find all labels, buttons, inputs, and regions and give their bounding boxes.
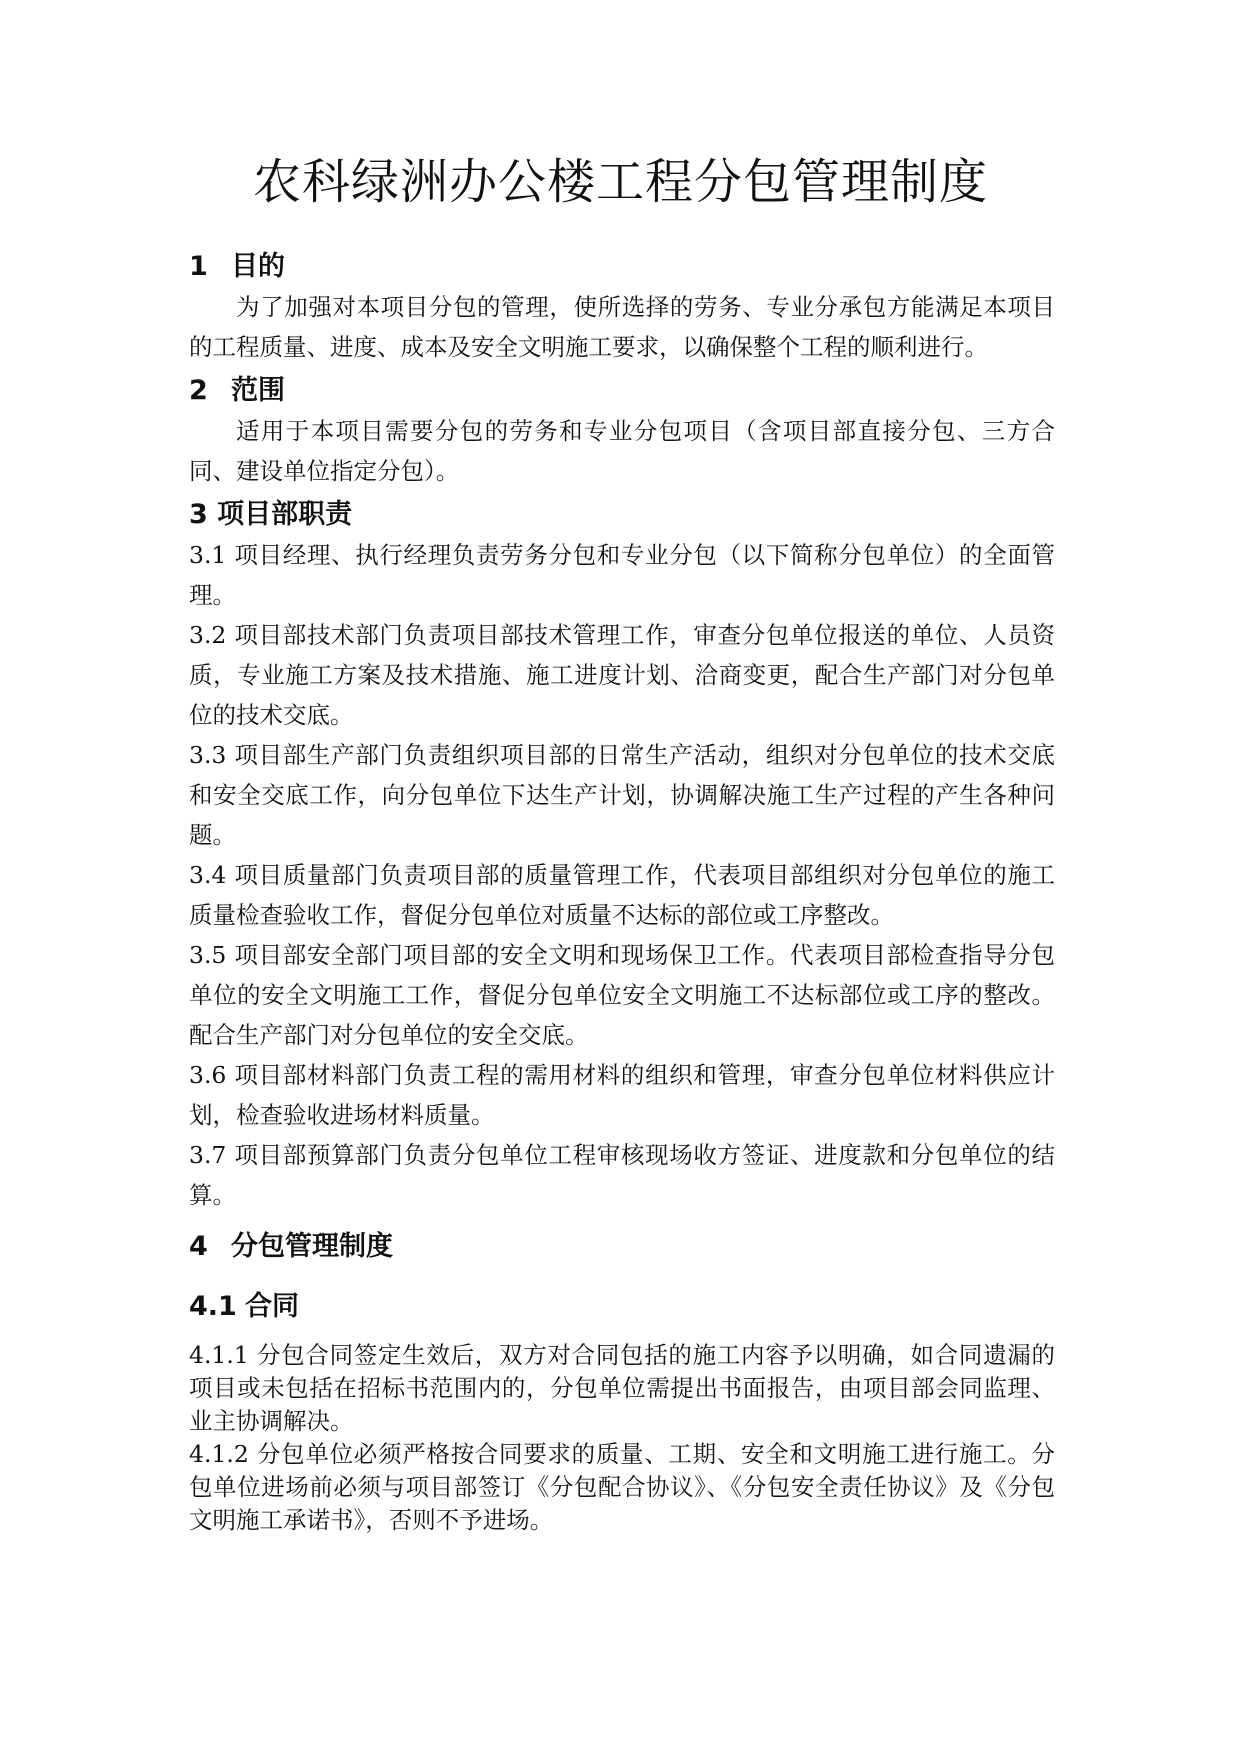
- section-number: 1: [189, 251, 208, 282]
- section-1-heading: [189, 247, 1055, 287]
- section-3-heading: 3 项目部职责: [189, 499, 353, 530]
- section-2-paragraph: 适用于本项目需要分包的劳务和专业分包项目（含项目部直接分包、三方合同、建设单位指定分包）。: [189, 417, 1055, 485]
- clause-3-4: 3.4 项目质量部门负责项目部的质量管理工作，代表项目部组织对分包单位的施工质量检查验收工作，督促分包单位对质量不达标的部位或工序整改。: [189, 861, 1055, 929]
- section-2-heading: [189, 371, 1055, 411]
- document-body: [189, 247, 1055, 1537]
- section-title: 范围: [231, 375, 285, 406]
- section-title: 合同: [245, 1291, 299, 1322]
- section-4-1-heading: [189, 1287, 1055, 1327]
- section-number: 4: [189, 1231, 208, 1262]
- section-number: 2: [189, 375, 208, 406]
- document-title: 农科绿洲办公楼工程分包管理制度: [252, 154, 988, 210]
- clause-3-6: 3.6 项目部材料部门负责工程的需用材料的组织和管理，审查分包单位材料供应计划，检查验收进场材料质量。: [189, 1061, 1055, 1129]
- clause-4-1-1: 4.1.1 分包合同签定生效后，双方对合同包括的施工内容予以明确，如合同遗漏的项目或未包括在招标书范围内的，分包单位需提出书面报告，由项目部会同监理、业主协调解决。: [189, 1341, 1055, 1435]
- section-number: 4.1: [189, 1291, 237, 1322]
- clause-3-3: 3.3 项目部生产部门负责组织项目部的日常生产活动，组织对分包单位的技术交底和安全交底工作，向分包单位下达生产计划，协调解决施工生产过程的产生各种问题。: [189, 741, 1055, 849]
- clause-3-5: 3.5 项目部安全部门项目部的安全文明和现场保卫工作。代表项目部检查指导分包单位的安全文明施工工作，督促分包单位安全文明施工不达标部位或工序的整改。配合生产部门对分包单位的安全交底。: [189, 941, 1055, 1049]
- section-title: 分包管理制度: [231, 1231, 393, 1262]
- clause-3-2: 3.2 项目部技术部门负责项目部技术管理工作，审查分包单位报送的单位、人员资质，专业施工方案及技术措施、施工进度计划、洽商变更，配合生产部门对分包单位的技术交底。: [189, 621, 1055, 729]
- section-4-heading: [189, 1227, 1055, 1267]
- clause-4-1-2: 4.1.2 分包单位必须严格按合同要求的质量、工期、安全和文明施工进行施工。分包单位进场前必须与项目部签订《分包配合协议》、《分包安全责任协议》及《分包文明施工承诺书》，否则不予进场。: [189, 1440, 1055, 1534]
- section-title: 目的: [231, 251, 285, 282]
- section-1-paragraph: 为了加强对本项目分包的管理，使所选择的劳务、专业分承包方能满足本项目的工程质量、进度、成本及安全文明施工要求，以确保整个工程的顺利进行。: [189, 293, 1055, 361]
- clause-3-1: 3.1 项目经理、执行经理负责劳务分包和专业分包（以下简称分包单位）的全面管理。: [189, 541, 1055, 609]
- clause-3-7: 3.7 项目部预算部门负责分包单位工程审核现场收方签证、进度款和分包单位的结算。: [189, 1141, 1055, 1209]
